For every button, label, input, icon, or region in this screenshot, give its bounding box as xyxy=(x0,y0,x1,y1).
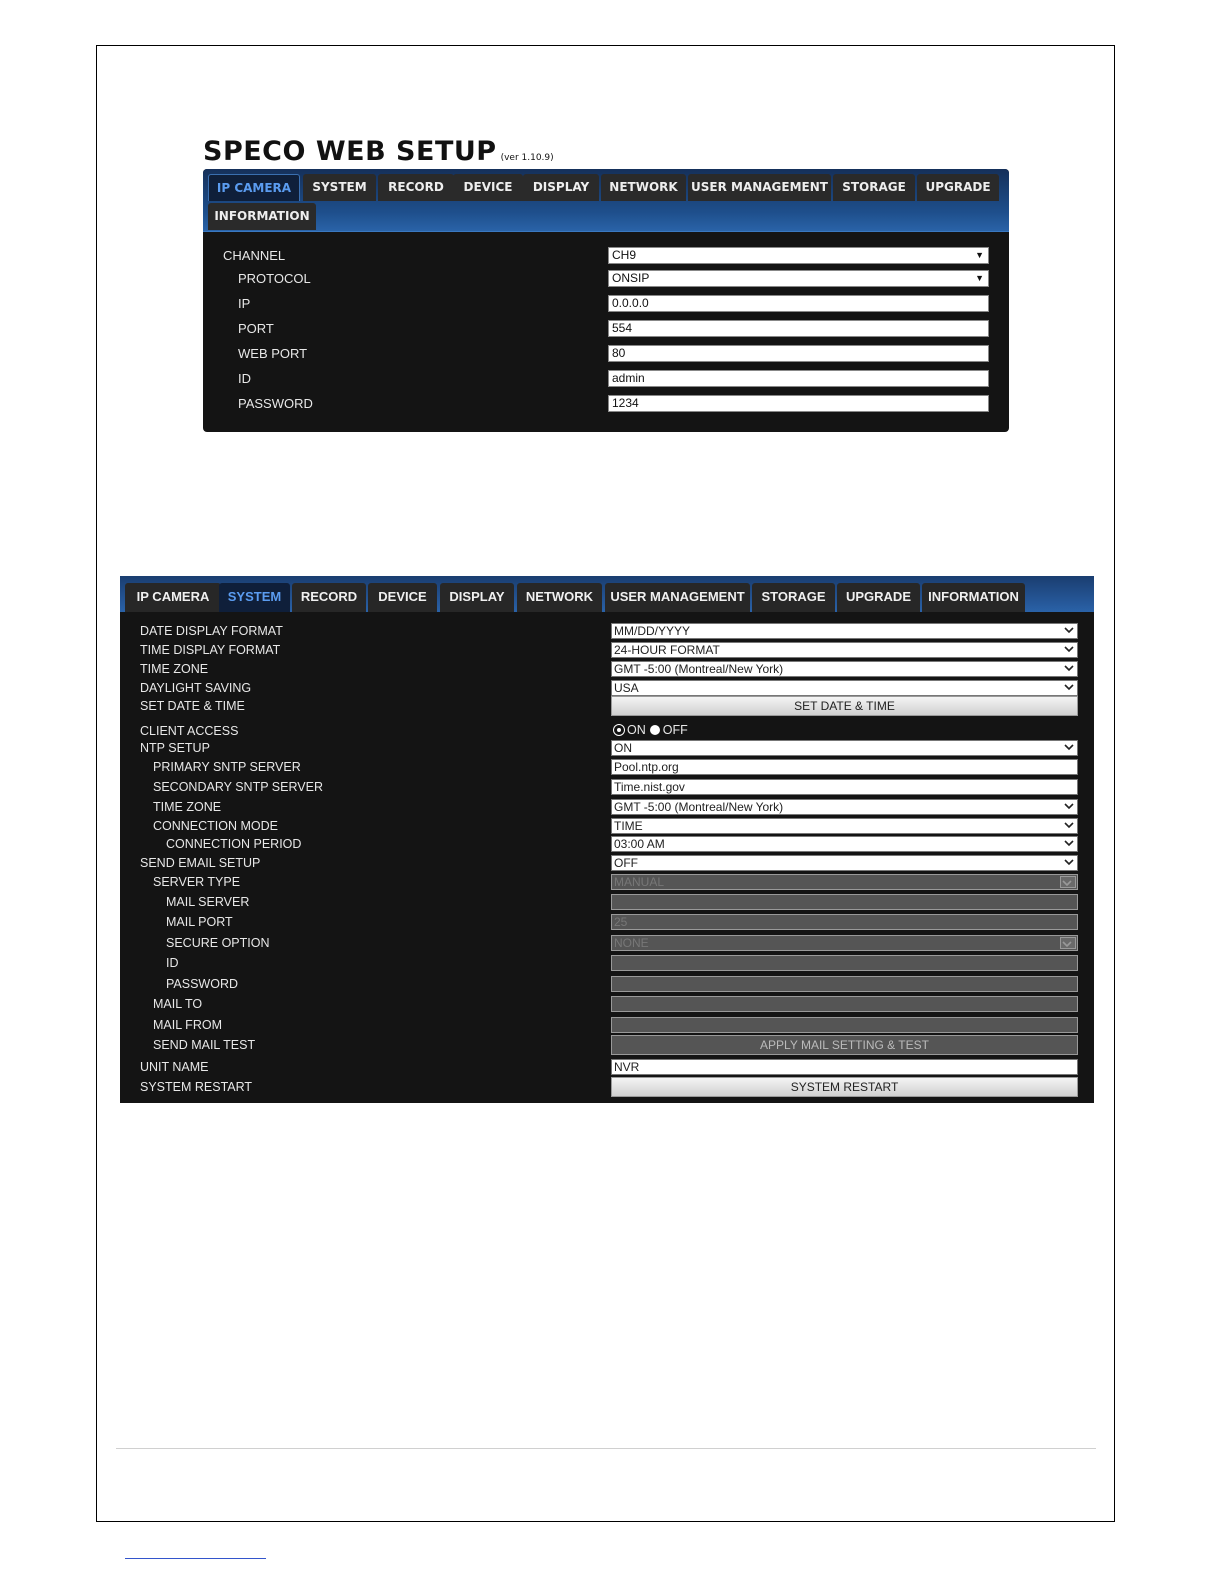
system-restart-button[interactable]: SYSTEM RESTART xyxy=(611,1077,1078,1097)
chevron-down-icon xyxy=(1064,820,1074,830)
ip-input[interactable] xyxy=(608,295,989,312)
mail-port-input xyxy=(611,914,1078,930)
field-label-time-zone: TIME ZONE xyxy=(153,800,222,814)
field-label-set-date-and-time: SET DATE & TIME xyxy=(140,699,245,713)
web-port-input[interactable] xyxy=(608,345,989,362)
field-value: MM/DD/YYYY xyxy=(614,624,691,638)
field-value: CH9 xyxy=(612,248,637,262)
field-label-secondary-sntp-server: SECONDARY SNTP SERVER xyxy=(153,780,323,794)
field-value: 80 xyxy=(612,346,626,360)
tab-network[interactable]: NETWORK xyxy=(601,174,686,201)
time-display-format-select[interactable] xyxy=(611,642,1078,658)
tab-storage[interactable]: STORAGE xyxy=(752,583,835,612)
tab-user-management[interactable]: USER MANAGEMENT xyxy=(688,174,831,201)
tab-display[interactable]: DISPLAY xyxy=(523,174,599,201)
mail-server-input xyxy=(611,894,1078,910)
secondary-sntp-server-input[interactable] xyxy=(611,779,1078,795)
field-value: 554 xyxy=(612,321,633,335)
mail-to-input xyxy=(611,996,1078,1012)
field-label-connection-period: CONNECTION PERIOD xyxy=(166,837,302,851)
field-label-send-mail-test: SEND MAIL TEST xyxy=(153,1038,256,1052)
chevron-down-icon xyxy=(1064,742,1074,752)
tab-ip-camera[interactable]: IP CAMERA xyxy=(125,583,221,612)
field-label-mail-port: MAIL PORT xyxy=(166,915,233,929)
field-label-mail-server: MAIL SERVER xyxy=(166,895,250,909)
field-label-port: PORT xyxy=(238,321,274,336)
dropdown-arrow-icon: ▼ xyxy=(975,250,984,260)
protocol-select[interactable] xyxy=(608,270,989,287)
field-value: OFF xyxy=(614,856,638,870)
field-label-server-type: SERVER TYPE xyxy=(153,875,241,889)
password-input[interactable] xyxy=(608,395,989,412)
tab-system[interactable]: SYSTEM xyxy=(219,583,290,612)
chevron-down-icon xyxy=(1062,939,1072,949)
field-value: 0.0.0.0 xyxy=(612,296,649,310)
field-label-system-restart: SYSTEM RESTART xyxy=(140,1080,253,1094)
field-label-password: PASSWORD xyxy=(238,396,313,411)
dropdown-arrow-icon: ▼ xyxy=(975,273,984,283)
id-input xyxy=(611,955,1078,971)
field-value: ON xyxy=(614,741,632,755)
dropdown-button xyxy=(1060,937,1076,949)
field-label-channel: CHANNEL xyxy=(223,248,286,263)
tab-device[interactable]: DEVICE xyxy=(453,174,523,201)
tab-information[interactable]: INFORMATION xyxy=(922,583,1025,612)
field-label-time-zone: TIME ZONE xyxy=(140,662,209,676)
apply-mail-setting-and-test-button: APPLY MAIL SETTING & TEST xyxy=(611,1035,1078,1055)
connection-period-select[interactable] xyxy=(611,836,1078,852)
chevron-down-icon xyxy=(1064,663,1074,673)
tab-user-management[interactable]: USER MANAGEMENT xyxy=(605,583,750,612)
field-label-protocol: PROTOCOL xyxy=(238,271,311,286)
field-value: Time.nist.gov xyxy=(614,780,685,794)
field-label-ip: IP xyxy=(238,296,251,311)
ntp-setup-select[interactable] xyxy=(611,740,1078,756)
field-value: 03:00 AM xyxy=(614,837,665,851)
secure-option-select xyxy=(611,935,1078,951)
tab-display[interactable]: DISPLAY xyxy=(440,583,514,612)
title-text: SPECO WEB SETUP xyxy=(203,136,497,167)
daylight-saving-select[interactable] xyxy=(611,680,1078,696)
field-value: NONE xyxy=(614,936,649,950)
channel-select[interactable] xyxy=(608,247,989,264)
chevron-down-icon xyxy=(1064,838,1074,848)
field-label-connection-mode: CONNECTION MODE xyxy=(153,819,278,833)
field-value: GMT -5:00 (Montreal/New York) xyxy=(614,662,784,676)
tab-record[interactable]: RECORD xyxy=(292,583,366,612)
send-email-setup-select[interactable] xyxy=(611,855,1078,871)
connection-mode-select[interactable] xyxy=(611,818,1078,834)
tab-upgrade[interactable]: UPGRADE xyxy=(837,583,920,612)
date-display-format-select[interactable] xyxy=(611,623,1078,639)
tab-upgrade[interactable]: UPGRADE xyxy=(917,174,999,201)
field-label-daylight-saving: DAYLIGHT SAVING xyxy=(140,681,252,695)
dropdown-button xyxy=(1060,876,1076,888)
field-label-date-display-format: DATE DISPLAY FORMAT xyxy=(140,624,283,638)
primary-sntp-server-input[interactable] xyxy=(611,759,1078,775)
field-label-unit-name: UNIT NAME xyxy=(140,1060,209,1074)
field-value: ONSIP xyxy=(612,271,650,285)
id-input[interactable] xyxy=(608,370,989,387)
field-value: admin xyxy=(612,371,645,385)
tab-system[interactable]: SYSTEM xyxy=(303,174,376,201)
field-label-mail-to: MAIL TO xyxy=(153,997,203,1011)
field-value: TIME xyxy=(614,819,643,833)
mail-from-input xyxy=(611,1017,1078,1033)
field-label-secure-option: SECURE OPTION xyxy=(166,936,270,950)
field-value: 24-HOUR FORMAT xyxy=(614,643,720,657)
chevron-down-icon xyxy=(1064,625,1074,635)
set-date-and-time-button[interactable]: SET DATE & TIME xyxy=(611,696,1078,716)
field-value: USA xyxy=(614,681,639,695)
unit-name-input[interactable] xyxy=(611,1059,1078,1075)
tab-network[interactable]: NETWORK xyxy=(517,583,602,612)
field-value: Pool.ntp.org xyxy=(614,760,679,774)
port-input[interactable] xyxy=(608,320,989,337)
system-settings-panel xyxy=(120,576,1094,1103)
field-label-ntp-setup: NTP SETUP xyxy=(140,741,210,755)
chevron-down-icon xyxy=(1064,857,1074,867)
tab-ip-camera[interactable]: IP CAMERA xyxy=(208,174,300,201)
field-value: MANUAL xyxy=(614,875,665,889)
radio-label-off: OFF xyxy=(662,723,688,737)
password-input xyxy=(611,976,1078,992)
tab-device[interactable]: DEVICE xyxy=(368,583,437,612)
tab-record[interactable]: RECORD xyxy=(378,174,454,201)
footer-divider xyxy=(116,1448,1096,1449)
chevron-down-icon xyxy=(1064,801,1074,811)
chevron-down-icon xyxy=(1062,878,1072,888)
radio-on[interactable] xyxy=(614,725,624,735)
field-value: 25 xyxy=(614,915,628,929)
field-label-client-access: CLIENT ACCESS xyxy=(140,724,239,738)
field-label-id: ID xyxy=(166,956,179,970)
radio-label-on: ON xyxy=(627,723,646,737)
field-label-web-port: WEB PORT xyxy=(238,346,308,361)
field-value: NVR xyxy=(614,1060,640,1074)
time-zone-select[interactable] xyxy=(611,799,1078,815)
field-value: 1234 xyxy=(612,396,639,410)
tab-storage[interactable]: STORAGE xyxy=(833,174,915,201)
field-label-send-email-setup: SEND EMAIL SETUP xyxy=(140,856,261,870)
field-label-password: PASSWORD xyxy=(166,977,238,991)
page-title xyxy=(203,136,554,167)
footer-link-underline xyxy=(125,1558,266,1559)
field-label-mail-from: MAIL FROM xyxy=(153,1018,222,1032)
tab-information[interactable]: INFORMATION xyxy=(208,203,316,230)
field-label-id: ID xyxy=(238,371,251,386)
radio-off[interactable] xyxy=(650,725,660,735)
chevron-down-icon xyxy=(1064,644,1074,654)
field-label-time-display-format: TIME DISPLAY FORMAT xyxy=(140,643,281,657)
field-value: GMT -5:00 (Montreal/New York) xyxy=(614,800,784,814)
server-type-select xyxy=(611,874,1078,890)
field-label-primary-sntp-server: PRIMARY SNTP SERVER xyxy=(153,760,301,774)
version-text: (ver 1.10.9) xyxy=(500,153,554,163)
ip-camera-settings-panel xyxy=(203,169,1009,432)
time-zone-select[interactable] xyxy=(611,661,1078,677)
chevron-down-icon xyxy=(1064,682,1074,692)
client-access-radio-group xyxy=(614,723,692,737)
